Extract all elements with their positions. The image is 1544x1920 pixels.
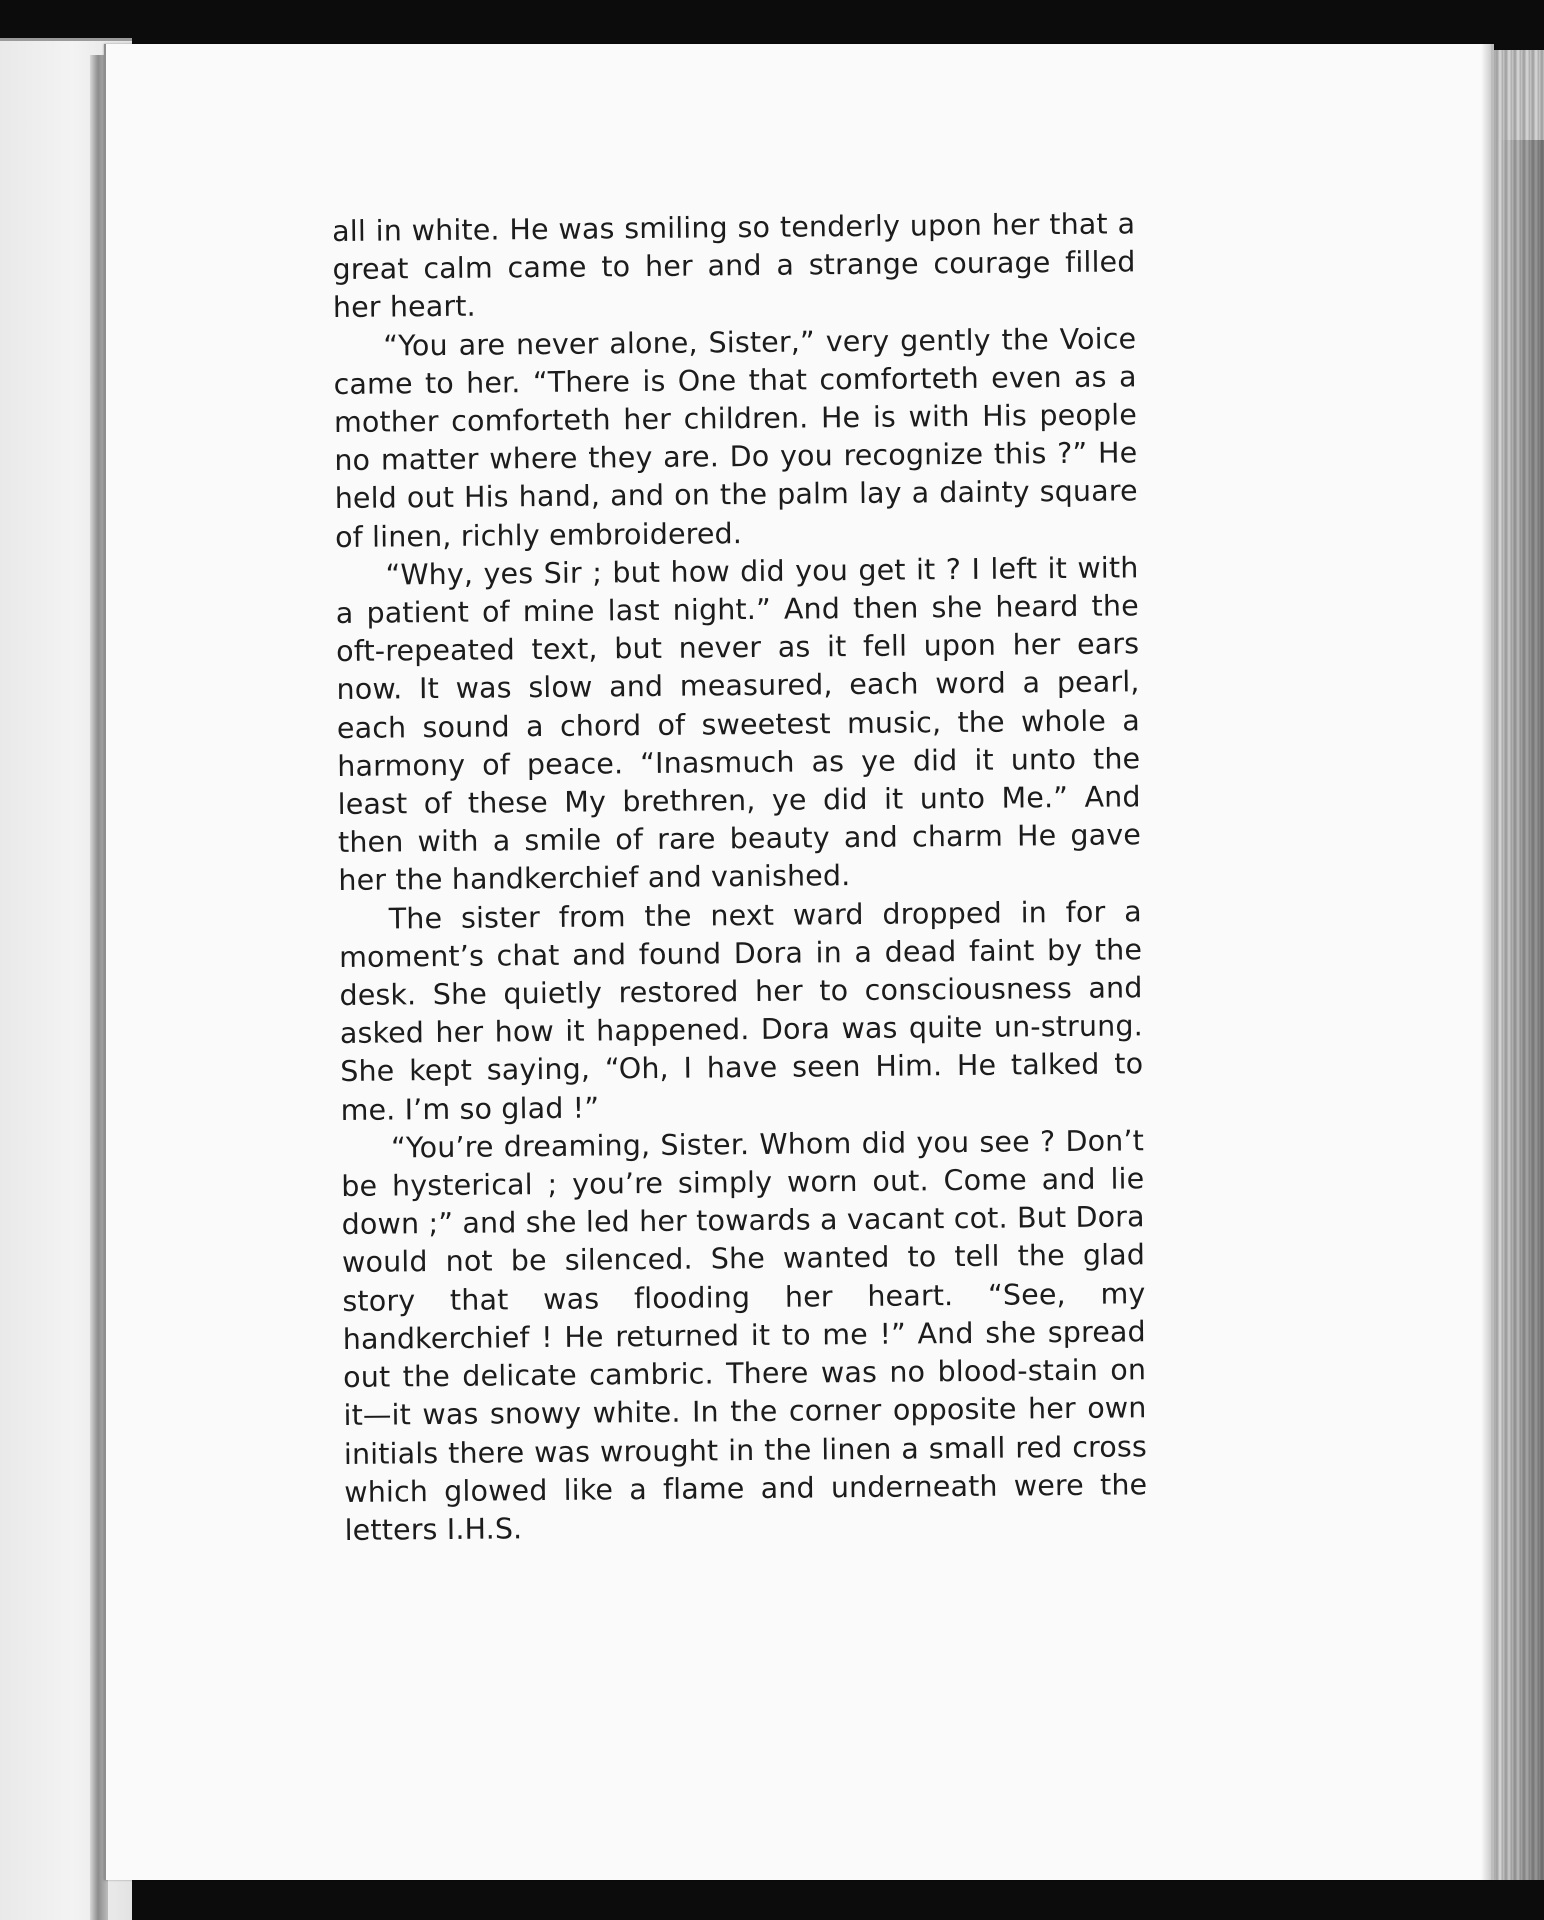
paragraph: “You’re dreaming, Sister. Whom did you see ? Don’t be hysterical ; you’re simply worn out. Come and lie down ;” and she led her towards a vacant cot. But Dora would not be silenced. She wanted to tell the glad story that was flooding her heart. “See, my handkerchief ! He returned it to me !” And she spread out the delicate cambric. There was no blood-stain on it—it was snowy white. In the corner opposite her own initials there was wrought in the linen a small red cross which glowed like a flame and underneath were the letters I.H.S. (341, 1124, 1148, 1547)
paragraph: “You are never alone, Sister,” very gently the Voice came to her. “There is One that comforteth even as a mother comforteth her children. He is with His people no matter where they are. Do you recognize this ?” He held out His hand, and on the palm lay a dainty square of linen, richly embroidered. (333, 321, 1138, 554)
edge-shadow (1500, 140, 1544, 1880)
body-text (332, 205, 1148, 1550)
paragraph: all in white. He was smiling so tenderly upon her that a great calm came to her and a strange courage filled her heart. (332, 207, 1136, 325)
paragraph: “Why, yes Sir ; but how did you get it ? I left it with a patient of mine last night.” And then she heard the oft-repeated text, but never as it fell upon her ears now. It was slow and measured, each word a pearl, each sound a chord of sweetest music, the whole a harmony of peace. “Inasmuch as ye did it unto the least of these My brethren, ye did it unto Me.” And then with a smile of rare beauty and charm He gave her the handkerchief and vanished. (335, 551, 1142, 898)
paragraph: The sister from the next ward dropped in for a moment’s chat and found Dora in a dead faint by the desk. She quietly restored her to consciousness and asked her how it happened. Dora was quite un-strung. She kept saying, “Oh, I have seen Him. He talked to me. I’m so glad !” (338, 894, 1144, 1127)
page-edge-shading (1481, 44, 1491, 1880)
